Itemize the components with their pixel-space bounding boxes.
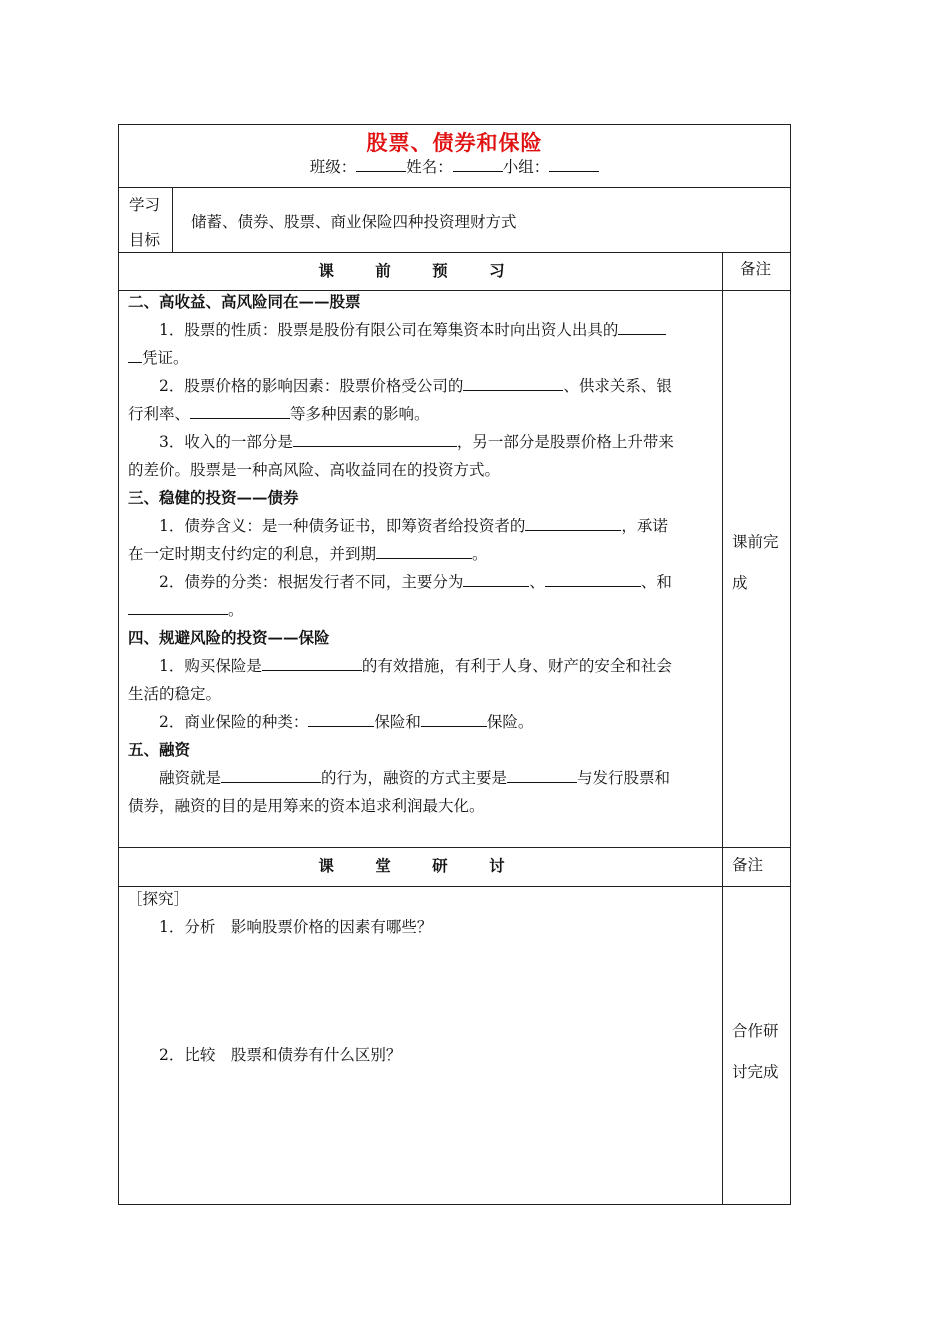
paragraph: 凭证。 [128, 344, 716, 372]
paragraph: 行利率、 等多种因素的影响。 [128, 400, 716, 428]
discussion-note-line1: 合作研 [732, 1022, 779, 1040]
column-divider [722, 252, 723, 1205]
paragraph: 2．债券的分类：根据发行者不同，主要分为 、 、和 [128, 568, 716, 596]
discussion-section-header: 课 堂 研 讨 [318, 856, 523, 875]
fill-blank[interactable] [190, 402, 290, 419]
fill-blank[interactable] [618, 318, 666, 335]
paragraph: 生活的稳定。 [128, 685, 222, 703]
preview-note-line1: 课前完 [732, 533, 779, 551]
row-divider [119, 886, 790, 887]
paragraph: 1．债券含义：是一种债务证书，即筹资者给投资者的 ，承诺 [128, 512, 716, 540]
fill-blank[interactable] [545, 570, 641, 587]
preview-section-header: 课 前 预 习 [318, 261, 523, 280]
paragraph: 2．商业保险的种类： 保险和 保险。 [128, 708, 716, 736]
section-heading-stocks: 二、高收益、高风险同在——股票 [128, 292, 361, 311]
objective-text: 储蓄、债券、股票、商业保险四种投资理财方式 [191, 213, 517, 231]
paragraph: 的差价。股票是一种高风险、高收益同在的投资方式。 [128, 461, 501, 479]
discussion-note-line2: 讨完成 [732, 1063, 779, 1081]
preview-body [128, 288, 716, 820]
objective-label-line1: 学习 [129, 196, 161, 214]
section-heading-insurance: 四、规避风险的投资——保险 [128, 628, 330, 647]
row-divider [119, 187, 790, 188]
paragraph: 融资就是 的行为，融资的方式主要是 与发行股票和 [128, 764, 716, 792]
paragraph: 债券，融资的目的是用筹来的资本追求利润最大化。 [128, 797, 485, 815]
group-blank[interactable] [549, 157, 599, 172]
preview-note-header: 备注 [740, 260, 772, 278]
preview-note-line2: 成 [732, 574, 748, 592]
class-label: 班级： [309, 158, 357, 176]
section-heading-financing: 五、融资 [128, 740, 191, 759]
fill-blank[interactable] [525, 514, 621, 531]
discussion-question-1: 1．分析 影响股票价格的因素有哪些？ [159, 918, 433, 936]
class-info-line [119, 155, 790, 177]
fill-blank[interactable] [221, 766, 321, 783]
fill-blank[interactable] [128, 346, 142, 363]
column-divider [172, 187, 173, 252]
name-label: 姓名： [406, 158, 453, 176]
paragraph: 。 [128, 596, 716, 624]
class-blank[interactable] [356, 157, 406, 172]
fill-blank[interactable] [507, 766, 577, 783]
section-heading-bonds: 三、稳健的投资——债券 [128, 488, 299, 507]
discussion-note-header: 备注 [732, 856, 764, 874]
paragraph: 1．购买保险是 的有效措施，有利于人身、财产的安全和社会 [128, 652, 716, 680]
fill-blank[interactable] [376, 542, 472, 559]
discussion-question-2: 2．比较 股票和债券有什么区别？ [159, 1046, 402, 1064]
paragraph: 2．股票价格的影响因素：股票价格受公司的 、供求关系、银 [128, 372, 716, 400]
explore-label: ［探究］ [127, 890, 190, 908]
paragraph: 3．收入的一部分是 ，另一部分是股票价格上升带来 [128, 428, 716, 456]
objective-label-line2: 目标 [129, 231, 161, 249]
fill-blank[interactable] [262, 654, 362, 671]
fill-blank[interactable] [308, 710, 374, 727]
fill-blank[interactable] [128, 598, 228, 615]
group-label: 小组： [502, 158, 550, 176]
paragraph: 1．股票的性质：股票是股份有限公司在筹集资本时向出资人出具的 [128, 316, 716, 344]
row-divider [119, 847, 790, 848]
paragraph: 在一定时期支付约定的利息，并到期 。 [128, 540, 716, 568]
worksheet-table [118, 124, 791, 1205]
fill-blank[interactable] [421, 710, 487, 727]
fill-blank[interactable] [463, 570, 529, 587]
fill-blank[interactable] [293, 430, 457, 447]
fill-blank[interactable] [463, 374, 563, 391]
page-title: 股票、债券和保险 [366, 130, 543, 155]
name-blank[interactable] [453, 157, 503, 172]
row-divider [119, 252, 790, 253]
